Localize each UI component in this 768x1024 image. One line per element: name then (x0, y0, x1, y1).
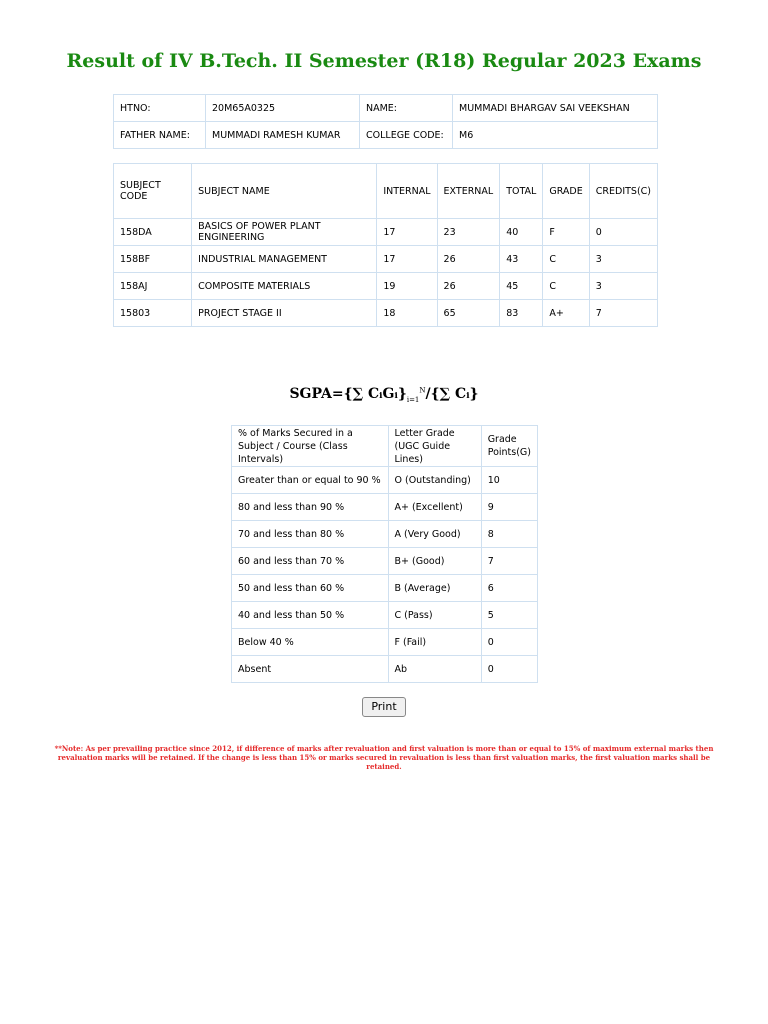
formula-sub: i=1 (406, 395, 420, 404)
table-row (232, 548, 538, 575)
grade-points: 0 (481, 629, 537, 656)
internal-marks: 17 (377, 219, 437, 246)
formula-slash: / (425, 386, 431, 402)
father-name-value: MUMMADI RAMESH KUMAR (206, 122, 360, 149)
htno-value: 20M65A0325 (206, 95, 360, 122)
marks-range: Below 40 % (232, 629, 389, 656)
table-row (232, 467, 538, 494)
credits: 7 (589, 300, 657, 327)
marks-range: 40 and less than 50 % (232, 602, 389, 629)
table-row (114, 273, 658, 300)
grade-points: 10 (481, 467, 537, 494)
table-row (114, 300, 658, 327)
marks-range: 60 and less than 70 % (232, 548, 389, 575)
col-header: TOTAL (500, 164, 543, 219)
grade-header-row (232, 426, 538, 467)
credits: 3 (589, 246, 657, 273)
credits: 0 (589, 219, 657, 246)
name-label: NAME: (360, 95, 453, 122)
subject-code: 158BF (114, 246, 192, 273)
letter-grade: B+ (Good) (388, 548, 481, 575)
col-header: GRADE (543, 164, 589, 219)
col-header: CREDITS(C) (589, 164, 657, 219)
grade: C (543, 246, 589, 273)
external-marks: 23 (437, 219, 500, 246)
marks-range: 70 and less than 80 % (232, 521, 389, 548)
letter-grade: A+ (Excellent) (388, 494, 481, 521)
col-header: Letter Grade (UGC Guide Lines) (388, 426, 481, 467)
letter-grade: Ab (388, 656, 481, 683)
college-code-value: M6 (453, 122, 658, 149)
grade-points: 5 (481, 602, 537, 629)
sgpa-formula (0, 386, 768, 404)
formula-sup: N (419, 386, 426, 395)
name-value: MUMMADI BHARGAV SAI VEEKSHAN (453, 95, 658, 122)
grade-points: 8 (481, 521, 537, 548)
subject-code: 158AJ (114, 273, 192, 300)
page-title: Result of IV B.Tech. II Semester (R18) Regular 2023 Exams (66, 50, 702, 72)
marks-range: Absent (232, 656, 389, 683)
total-marks: 45 (500, 273, 543, 300)
subject-name: BASICS OF POWER PLANT ENGINEERING (192, 219, 377, 246)
subject-code: 158DA (114, 219, 192, 246)
col-header: SUBJECT CODE (114, 164, 192, 219)
subject-name: PROJECT STAGE II (192, 300, 377, 327)
internal-marks: 18 (377, 300, 437, 327)
student-info-row (114, 122, 658, 149)
total-marks: 40 (500, 219, 543, 246)
external-marks: 65 (437, 300, 500, 327)
grade-scale-table (231, 425, 538, 683)
internal-marks: 17 (377, 246, 437, 273)
internal-marks: 19 (377, 273, 437, 300)
grade-points: 0 (481, 656, 537, 683)
table-row (114, 219, 658, 246)
table-row (114, 246, 658, 273)
total-marks: 83 (500, 300, 543, 327)
table-row (232, 629, 538, 656)
col-header: % of Marks Secured in a Subject / Course (Class Intervals) (232, 426, 389, 467)
letter-grade: A (Very Good) (388, 521, 481, 548)
formula-denominator: {∑ Cᵢ} (430, 386, 479, 402)
formula-numerator: {∑ CᵢGᵢ} (343, 386, 407, 402)
grade: A+ (543, 300, 589, 327)
col-header: Grade Points(G) (481, 426, 537, 467)
table-row (232, 494, 538, 521)
table-row (232, 656, 538, 683)
table-row (232, 521, 538, 548)
htno-label: HTNO: (114, 95, 206, 122)
letter-grade: O (Outstanding) (388, 467, 481, 494)
student-info-row (114, 95, 658, 122)
college-code-label: COLLEGE CODE: (360, 122, 453, 149)
marks-range: Greater than or equal to 90 % (232, 467, 389, 494)
formula-lhs: SGPA= (289, 386, 344, 402)
table-row (232, 575, 538, 602)
print-button[interactable]: Print (362, 697, 406, 717)
grade-points: 9 (481, 494, 537, 521)
col-header: INTERNAL (377, 164, 437, 219)
external-marks: 26 (437, 273, 500, 300)
student-info-table (113, 94, 658, 149)
external-marks: 26 (437, 246, 500, 273)
subject-name: INDUSTRIAL MANAGEMENT (192, 246, 377, 273)
subject-code: 15803 (114, 300, 192, 327)
letter-grade: C (Pass) (388, 602, 481, 629)
col-header: EXTERNAL (437, 164, 500, 219)
credits: 3 (589, 273, 657, 300)
marks-range: 80 and less than 90 % (232, 494, 389, 521)
revaluation-note: **Note: As per prevailing practice since 2012, if difference of marks after revaluation and first valuation is more than or equal to 15% of maximum external marks then revaluation marks will be retained. If the change is less than 15% or marks secured in revaluation is less than first valuation marks, the first valuation marks shall be retained. (54, 744, 714, 771)
letter-grade: F (Fail) (388, 629, 481, 656)
grade: F (543, 219, 589, 246)
grade-points: 7 (481, 548, 537, 575)
marks-header-row (114, 164, 658, 219)
father-name-label: FATHER NAME: (114, 122, 206, 149)
grade: C (543, 273, 589, 300)
marks-range: 50 and less than 60 % (232, 575, 389, 602)
marks-table (113, 163, 658, 327)
table-row (232, 602, 538, 629)
total-marks: 43 (500, 246, 543, 273)
grade-points: 6 (481, 575, 537, 602)
subject-name: COMPOSITE MATERIALS (192, 273, 377, 300)
letter-grade: B (Average) (388, 575, 481, 602)
col-header: SUBJECT NAME (192, 164, 377, 219)
